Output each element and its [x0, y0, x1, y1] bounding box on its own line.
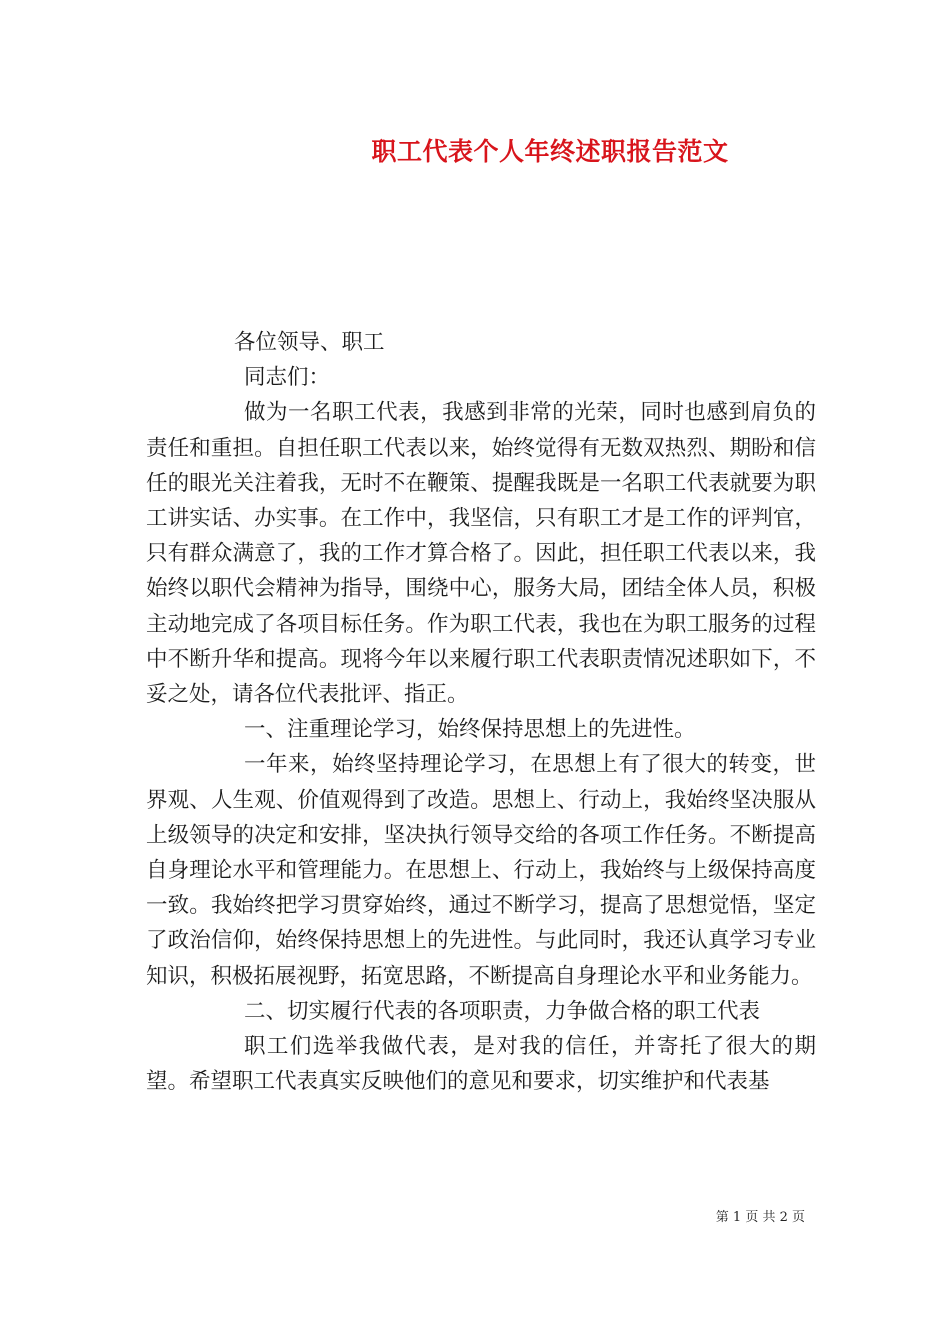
salutation-line-1: 各位领导、职工: [234, 330, 385, 355]
paragraph-intro: 做为一名职工代表，我感到非常的光荣，同时也感到肩负的责任和重担。自担任职工代表以来，始终觉得有无数双热烈、期盼和信任的眼光关注着我，无时不在鞭策、提醒我既是一名职工代表就要为职工讲实话、办实事。在工作中，我坚信，只有职工才是工作的评判官，只有群众满意了，我的工作才算合格了。因此，担任职工代表以来，我始终以职代会精神为指导，围绕中心，服务大局，团结全体人员，积极主动地完成了各项目标任务。作为职工代表，我也在为职工服务的过程中不断升华和提高。现将今年以来履行职工代表职责情况述职如下，不妥之处，请各位代表批评、指正。: [146, 400, 816, 708]
page-number: 第 1 页 共 2 页: [715, 1210, 805, 1225]
document-title: 职工代表个人年终述职报告范文: [371, 137, 729, 166]
paragraph-section-2: 职工们选举我做代表，是对我的信任，并寄托了很大的期望。希望职工代表真实反映他们的意见和要求，切实维护和代表基: [146, 1034, 816, 1095]
document-body: [146, 325, 816, 1099]
salutation-line-2: 同志们：: [244, 365, 331, 391]
section-heading-1: 一、注重理论学习，始终保持思想上的先进性。: [244, 717, 696, 743]
paragraph-section-1: 一年来，始终坚持理论学习，在思想上有了很大的转变，世界观、人生观、价值观得到了改造。思想上、行动上，我始终坚决服从上级领导的决定和安排，坚决执行领导交给的各项工作任务。不断提高自身理论水平和管理能力。在思想上、行动上，我始终与上级保持高度一致。我始终把学习贯穿始终，通过不断学习，提高了思想觉悟，坚定了政治信仰，始终保持思想上的先进性。与此同时，我还认真学习专业知识，积极拓展视野，拓宽思路，不断提高自身理论水平和业务能力。: [146, 752, 816, 989]
section-heading-2: 二、切实履行代表的各项职责，力争做合格的职工代表: [244, 998, 761, 1024]
